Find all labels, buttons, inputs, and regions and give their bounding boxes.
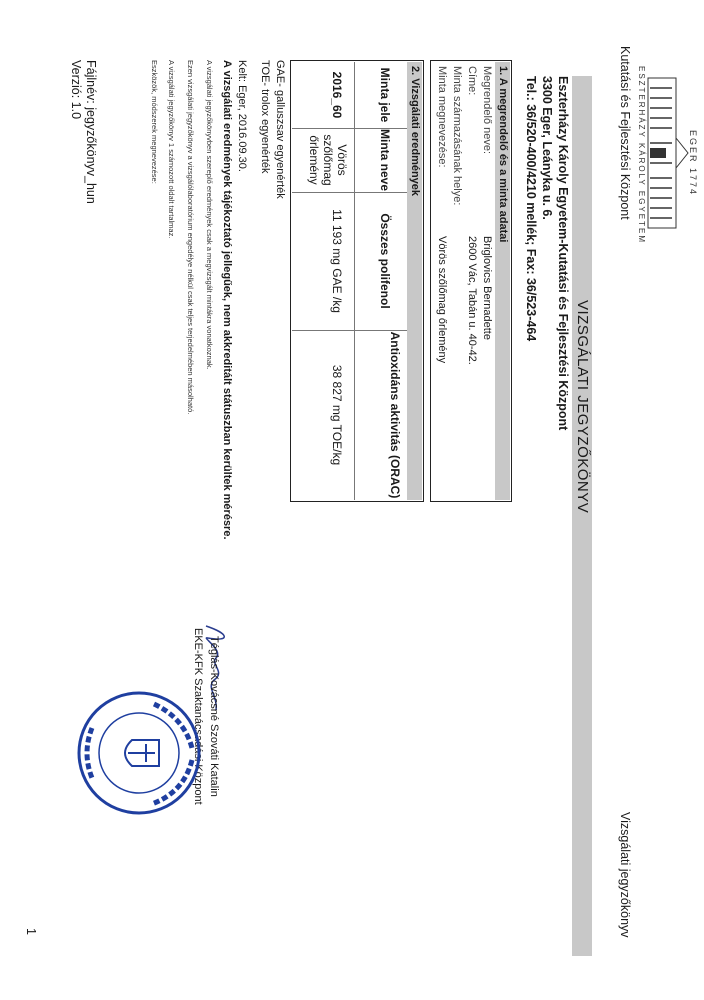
- customer-name-label: Megrendelő neve:: [481, 66, 493, 155]
- page-title: VIZSGÁLATI JEGYZŐKÖNYV: [574, 300, 591, 514]
- col-header-sample-id: Minta jele: [378, 67, 392, 123]
- issue-date: Kelt: Eger, 2016.09.30.: [236, 60, 248, 172]
- note-small-1: A vizsgálati jegyzőkönyvben szereplő eredmények csak a megvizsgált mintákra vonatkoznak.: [205, 60, 214, 370]
- sample-name-value: Vörös szőlőmag őrlemény: [436, 236, 448, 364]
- customer-name-value: Briglovics Bernadette: [481, 236, 493, 340]
- sample-id-cell: 2016_60: [330, 71, 344, 119]
- file-name: Fájlnév: jegyzőkönyv_hun: [84, 60, 98, 204]
- org-address: 3300 Eger, Leányka u. 6.: [540, 76, 554, 220]
- col-header-polyphenol: Összes polifenol: [378, 213, 392, 309]
- logo-arc-text: ESZTERHÁZY KÁROLY EGYETEM: [637, 66, 646, 245]
- signatory-org: EKE-KFK Szaktanácsadási Központ: [192, 628, 204, 805]
- note-small-3: A vizsgálati jegyzőkönyv 1 számozott oldalt tartalmaz.: [167, 60, 176, 239]
- sample-name-label: Minta megnevezése:: [436, 66, 448, 168]
- note-small-4: Eszközök, módszerek megnevezése:: [150, 60, 159, 184]
- org-phone: Tel.: 36/520-400/4210 mellék; Fax: 36/523-464: [524, 76, 538, 342]
- section2-heading: 2. Vizsgálati eredmények: [409, 66, 421, 197]
- disclaimer: A vizsgálati eredmények tájékoztató jellegűek, nem akkreditált státuszban kerültek mérésre.: [221, 60, 233, 540]
- version: Verzió: 1.0: [69, 60, 83, 120]
- toe-note: TOE- trolox egyenérték: [259, 60, 271, 174]
- sample-name-cell: Vörös szőlőmag őrlemény: [307, 134, 349, 186]
- logo-top-text: EGER 1774: [688, 130, 698, 197]
- section2-box: [290, 60, 424, 502]
- page-number: 1: [24, 928, 38, 935]
- sample-origin-label: Minta származásának helye:: [451, 66, 463, 206]
- official-stamp: [74, 688, 204, 818]
- gae-note: GAE- galluszsav egyenérték: [274, 60, 286, 199]
- institute-name: Kutatási és Fejlesztési Központ: [618, 46, 632, 220]
- signatory-name: Téglás-Kovácsné Szováti Katalin: [208, 636, 220, 797]
- polyphenol-value-cell: 11 193 mg GAE /kg: [330, 209, 344, 313]
- note-small-2: Ezen vizsgálati jegyzőkönyv a vizsgálólaboratórium engedélye nélkül csak teljes terjedelmében másolható.: [186, 60, 195, 415]
- title-band: [572, 76, 592, 956]
- doc-type-label: Vizsgálati jegyzőkönyv: [618, 812, 632, 938]
- col-header-orac: Antioxidáns aktivitás (ORAC): [388, 331, 402, 499]
- org-name: Eszterházy Károly Egyetem-Kutatási és Fejlesztési Központ: [556, 76, 570, 431]
- customer-address-value: 2600 Vác, Tabán u. 40-42.: [466, 236, 478, 365]
- orac-value-cell: 38 827 mg TOE/kg: [330, 364, 344, 466]
- col-header-sample-name: Minta neve: [378, 128, 392, 191]
- customer-address-label: Címe:: [466, 66, 478, 96]
- section1-heading: 1. A megrendelő és a minta adatai: [497, 66, 509, 243]
